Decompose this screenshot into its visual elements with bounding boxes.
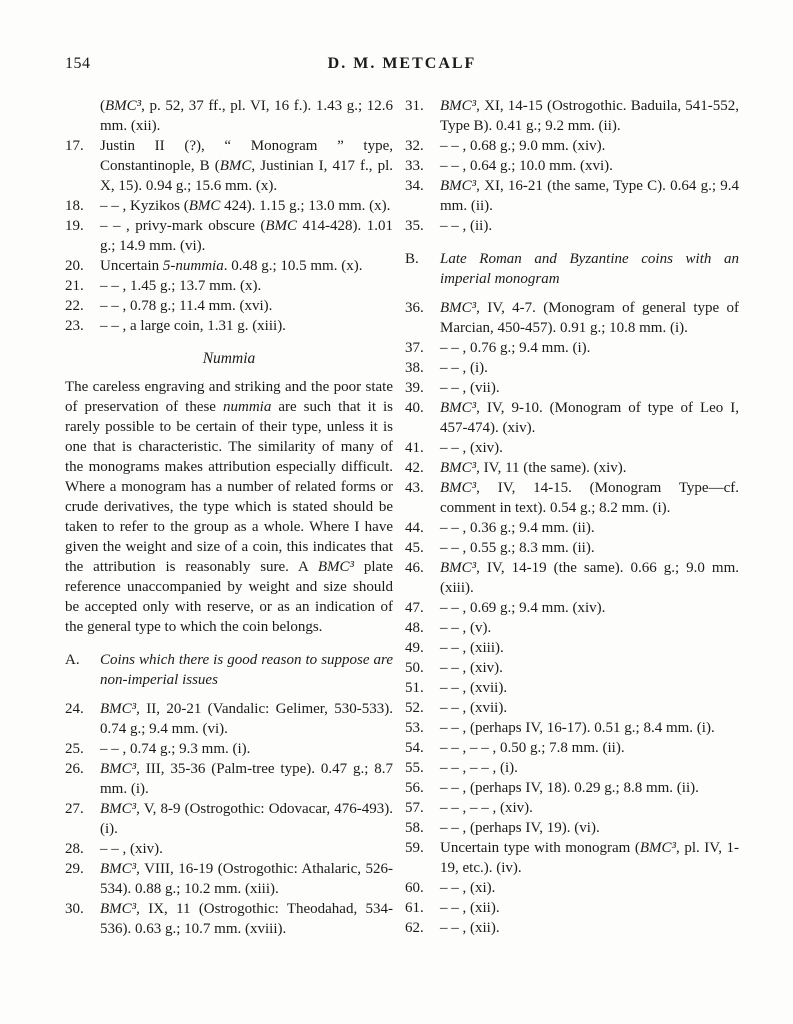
item-number: 39. bbox=[405, 380, 424, 396]
item-text: – – , (xiv). bbox=[440, 440, 503, 456]
list-item bbox=[405, 818, 739, 838]
list-item bbox=[405, 438, 739, 458]
item-number: 21. bbox=[65, 278, 84, 294]
item-number: 58. bbox=[405, 820, 424, 836]
list-item bbox=[405, 176, 739, 216]
item-text: – – , (vii). bbox=[440, 380, 500, 396]
italic-reference: BMC³ bbox=[105, 98, 142, 114]
list-item bbox=[65, 839, 393, 859]
item-text: BMC³, V, 8-9 (Ostrogothic: Odovacar, 476-493). (i). bbox=[100, 801, 393, 837]
item-text: Uncertain 5-nummia. 0.48 g.; 10.5 mm. (x). bbox=[100, 258, 363, 274]
item-number: 34. bbox=[405, 178, 424, 194]
item-number: 36. bbox=[405, 300, 424, 316]
list-item bbox=[405, 216, 739, 236]
heading-a-text: Coins which there is good reason to suppose are non-imperial issues bbox=[100, 652, 393, 688]
item-number: 28. bbox=[65, 841, 84, 857]
list-item bbox=[65, 859, 393, 899]
italic-reference: BMC³ bbox=[440, 300, 477, 316]
list-item bbox=[405, 358, 739, 378]
italic-reference: BMC³ bbox=[440, 560, 477, 576]
list-item bbox=[65, 216, 393, 256]
running-head-title: D. M. METCALF bbox=[327, 55, 477, 72]
entry-continuation bbox=[65, 96, 393, 136]
item-number: 57. bbox=[405, 800, 424, 816]
item-number: 60. bbox=[405, 880, 424, 896]
list-item bbox=[405, 538, 739, 558]
item-text: – – , (xiv). bbox=[100, 841, 163, 857]
nummia-paragraph: The careless engraving and striking and the poor state of preservation of these nummia are such that it is rarely possible to be certain of their type, unless it is one that is characteristic. The similarity of many of the monograms makes attribution especially difficult. Where a monogram has a number of related forms or crude derivatives, the type which is stated should be taken to refer to the group as a whole. Where I have given the weight and size of a coin, this indicates that the attribution is reasonably sure. A BMC³ plate reference unaccompanied by weight and size should be accepted only with reserve, or as an indication of the general type to which the coin belongs. bbox=[65, 379, 394, 635]
item-number: 19. bbox=[65, 218, 84, 234]
item-number: 37. bbox=[405, 340, 424, 356]
list-item bbox=[405, 478, 739, 518]
item-text: – – , (ii). bbox=[440, 218, 493, 234]
item-text: – – , – – , (xiv). bbox=[440, 800, 533, 816]
list-item bbox=[65, 799, 393, 839]
item-number: 40. bbox=[405, 400, 424, 416]
item-number: 32. bbox=[405, 138, 424, 154]
item-text: – – , Kyzikos (BMC 424). 1.15 g.; 13.0 mm. (x). bbox=[100, 198, 391, 214]
item-text: BMC³, III, 35-36 (Palm-tree type). 0.47 g.; 8.7 mm. (i). bbox=[100, 761, 393, 797]
item-text: – – , (xvii). bbox=[440, 680, 508, 696]
list-item bbox=[65, 759, 393, 799]
heading-b-label: B. bbox=[405, 251, 419, 267]
list-item bbox=[65, 739, 393, 759]
item-text: (BMC³, p. 52, 37 ff., pl. VI, 16 f.). 1.43 g.; 12.6 mm. (xii). bbox=[100, 98, 393, 134]
catalog-list-24-30 bbox=[65, 699, 393, 939]
item-number: 38. bbox=[405, 360, 424, 376]
list-item bbox=[405, 898, 739, 918]
item-number: 56. bbox=[405, 780, 424, 796]
list-item bbox=[65, 296, 393, 316]
left-column bbox=[65, 96, 393, 939]
list-item bbox=[65, 899, 393, 939]
item-text: – – , 0.68 g.; 9.0 mm. (xiv). bbox=[440, 138, 606, 154]
item-text: – – , (xii). bbox=[440, 900, 500, 916]
item-text: BMC³, IV, 11 (the same). (xiv). bbox=[440, 460, 627, 476]
list-item bbox=[405, 618, 739, 638]
item-number: 52. bbox=[405, 700, 424, 716]
item-number: 49. bbox=[405, 640, 424, 656]
list-item bbox=[405, 156, 739, 176]
item-number: 50. bbox=[405, 660, 424, 676]
item-text: – – , 1.45 g.; 13.7 mm. (x). bbox=[100, 278, 262, 294]
italic-reference: BMC bbox=[265, 218, 298, 234]
page-header bbox=[65, 54, 739, 76]
item-number: 43. bbox=[405, 480, 424, 496]
item-number: 18. bbox=[65, 198, 84, 214]
item-number: 59. bbox=[405, 840, 424, 856]
catalog-list-31-35 bbox=[405, 96, 739, 236]
item-text: BMC³, IX, 11 (Ostrogothic: Theodahad, 534-536). 0.63 g.; 10.7 mm. (xviii). bbox=[100, 901, 393, 937]
item-text: BMC³, IV, 9-10. (Monogram of type of Leo I, 457-474). (xiv). bbox=[440, 400, 739, 436]
heading-b bbox=[405, 249, 739, 289]
item-text: – – , 0.64 g.; 10.0 mm. (xvi). bbox=[440, 158, 613, 174]
italic-reference: BMC³ bbox=[100, 861, 137, 877]
item-text: BMC³, VIII, 16-19 (Ostrogothic: Athalaric, 526-534). 0.88 g.; 10.2 mm. (xiii). bbox=[100, 861, 393, 897]
item-number: 20. bbox=[65, 258, 84, 274]
list-item bbox=[65, 256, 393, 276]
item-text: – – , 0.55 g.; 8.3 mm. (ii). bbox=[440, 540, 595, 556]
list-item bbox=[405, 378, 739, 398]
list-item bbox=[405, 638, 739, 658]
item-number: 47. bbox=[405, 600, 424, 616]
item-text: Uncertain type with monogram (BMC³, pl. IV, 1-19, etc.). (iv). bbox=[440, 840, 739, 876]
item-text: – – , (xiii). bbox=[440, 640, 504, 656]
item-number: 30. bbox=[65, 901, 84, 917]
list-item bbox=[405, 878, 739, 898]
list-item bbox=[405, 398, 739, 438]
item-text: – – , 0.74 g.; 9.3 mm. (i). bbox=[100, 741, 251, 757]
italic-reference: BMC³ bbox=[100, 701, 137, 717]
item-number: 55. bbox=[405, 760, 424, 776]
italic-reference: BMC³ bbox=[100, 801, 137, 817]
heading-a-label: A. bbox=[65, 652, 80, 668]
catalog-list-17-23 bbox=[65, 136, 393, 336]
italic-reference: BMC³ bbox=[100, 761, 137, 777]
item-number: 33. bbox=[405, 158, 424, 174]
italic-reference: BMC³ bbox=[440, 98, 477, 114]
item-number: 41. bbox=[405, 440, 424, 456]
item-text: – – , (xii). bbox=[440, 920, 500, 936]
item-number: 54. bbox=[405, 740, 424, 756]
item-number: 17. bbox=[65, 138, 84, 154]
item-text: – – , (perhaps IV, 19). (vi). bbox=[440, 820, 600, 836]
item-text: – – , – – , 0.50 g.; 7.8 mm. (ii). bbox=[440, 740, 625, 756]
list-item bbox=[65, 136, 393, 196]
list-item bbox=[405, 598, 739, 618]
item-text: – – , (perhaps IV, 16-17). 0.51 g.; 8.4 mm. (i). bbox=[440, 720, 715, 736]
catalog-list-36-62 bbox=[405, 298, 739, 938]
italic-reference: 5-nummia bbox=[162, 258, 224, 274]
list-item bbox=[405, 778, 739, 798]
item-number: 45. bbox=[405, 540, 424, 556]
item-number: 51. bbox=[405, 680, 424, 696]
item-number: 44. bbox=[405, 520, 424, 536]
item-text: – – , 0.36 g.; 9.4 mm. (ii). bbox=[440, 520, 595, 536]
list-item bbox=[405, 458, 739, 478]
item-text: – – , – – , (i). bbox=[440, 760, 518, 776]
italic-reference: BMC bbox=[188, 198, 221, 214]
item-text: BMC³, XI, 16-21 (the same, Type C). 0.64 g.; 9.4 mm. (ii). bbox=[440, 178, 739, 214]
italic-reference: BMC³ bbox=[639, 840, 677, 856]
list-item bbox=[405, 518, 739, 538]
list-item bbox=[405, 738, 739, 758]
item-text: – – , (xiv). bbox=[440, 660, 503, 676]
page-number: 154 bbox=[65, 55, 91, 72]
item-text: – – , (v). bbox=[440, 620, 492, 636]
list-item bbox=[405, 96, 739, 136]
two-column-layout bbox=[65, 96, 739, 939]
item-number bbox=[65, 96, 100, 136]
italic-reference: BMC³ bbox=[440, 480, 477, 496]
item-text: – – , (i). bbox=[440, 360, 488, 376]
item-text: BMC³, IV, 4-7. (Monogram of general type of Marcian, 450-457). 0.91 g.; 10.8 mm. (i). bbox=[440, 300, 739, 336]
item-text: – – , privy-mark obscure (BMC 414-428). 1.01 g.; 14.9 mm. (vi). bbox=[100, 218, 393, 254]
item-number: 24. bbox=[65, 701, 84, 717]
item-text: – – , 0.78 g.; 11.4 mm. (xvi). bbox=[100, 298, 273, 314]
item-number: 27. bbox=[65, 801, 84, 817]
item-text: – – , (xvii). bbox=[440, 700, 508, 716]
italic-reference: BMC³ bbox=[440, 460, 477, 476]
item-number: 26. bbox=[65, 761, 84, 777]
item-number: 53. bbox=[405, 720, 424, 736]
item-text: BMC³, IV, 14-19 (the same). 0.66 g.; 9.0 mm. (xiii). bbox=[440, 560, 739, 596]
item-number: 23. bbox=[65, 318, 84, 334]
item-number: 61. bbox=[405, 900, 424, 916]
list-item bbox=[65, 699, 393, 739]
item-number: 25. bbox=[65, 741, 84, 757]
list-item bbox=[65, 316, 393, 336]
list-item bbox=[405, 678, 739, 698]
italic-reference: BMC³ bbox=[440, 400, 477, 416]
list-item bbox=[405, 838, 739, 878]
item-text: BMC³, XI, 14-15 (Ostrogothic. Baduila, 541-552, Type B). 0.41 g.; 9.2 mm. (ii). bbox=[440, 98, 739, 134]
list-item bbox=[65, 276, 393, 296]
item-text: – – , 0.69 g.; 9.4 mm. (xiv). bbox=[440, 600, 606, 616]
list-item bbox=[405, 758, 739, 778]
list-item bbox=[405, 658, 739, 678]
item-text: – – , a large coin, 1.31 g. (xiii). bbox=[100, 318, 286, 334]
item-number: 35. bbox=[405, 218, 424, 234]
list-item bbox=[405, 558, 739, 598]
italic-reference: nummia bbox=[222, 399, 272, 415]
item-number: 31. bbox=[405, 98, 424, 114]
item-text: – – , (perhaps IV, 18). 0.29 g.; 8.8 mm. (ii). bbox=[440, 780, 699, 796]
list-item bbox=[405, 718, 739, 738]
item-number: 22. bbox=[65, 298, 84, 314]
item-number: 29. bbox=[65, 861, 84, 877]
heading-b-text: Late Roman and Byzantine coins with an imperial monogram bbox=[440, 251, 739, 287]
section-heading-nummia: Nummia bbox=[202, 350, 256, 367]
list-item bbox=[405, 136, 739, 156]
list-item bbox=[405, 698, 739, 718]
right-column bbox=[405, 96, 739, 938]
italic-reference: BMC³ bbox=[100, 901, 137, 917]
item-number: 42. bbox=[405, 460, 424, 476]
item-number: 46. bbox=[405, 560, 424, 576]
list-item bbox=[65, 196, 393, 216]
item-text: – – , (xi). bbox=[440, 880, 496, 896]
list-item bbox=[405, 798, 739, 818]
italic-reference: BMC³ bbox=[440, 178, 477, 194]
item-text: BMC³, II, 20-21 (Vandalic: Gelimer, 530-533). 0.74 g.; 9.4 mm. (vi). bbox=[100, 701, 393, 737]
list-item bbox=[405, 918, 739, 938]
item-number: 48. bbox=[405, 620, 424, 636]
heading-a bbox=[65, 650, 393, 690]
item-text: – – , 0.76 g.; 9.4 mm. (i). bbox=[440, 340, 591, 356]
list-item bbox=[405, 338, 739, 358]
item-number: 62. bbox=[405, 920, 424, 936]
italic-reference: BMC³ bbox=[317, 559, 354, 575]
list-item bbox=[405, 298, 739, 338]
italic-reference: BMC bbox=[219, 158, 252, 174]
item-text: Justin II (?), “ Monogram ” type, Constantinople, B (BMC, Justinian I, 417 f., pl. X, 15). 0.94 g.; 15.6 mm. (x). bbox=[100, 138, 394, 194]
item-text: BMC³, IV, 14-15. (Monogram Type—cf. comment in text). 0.54 g.; 8.2 mm. (i). bbox=[440, 480, 739, 516]
